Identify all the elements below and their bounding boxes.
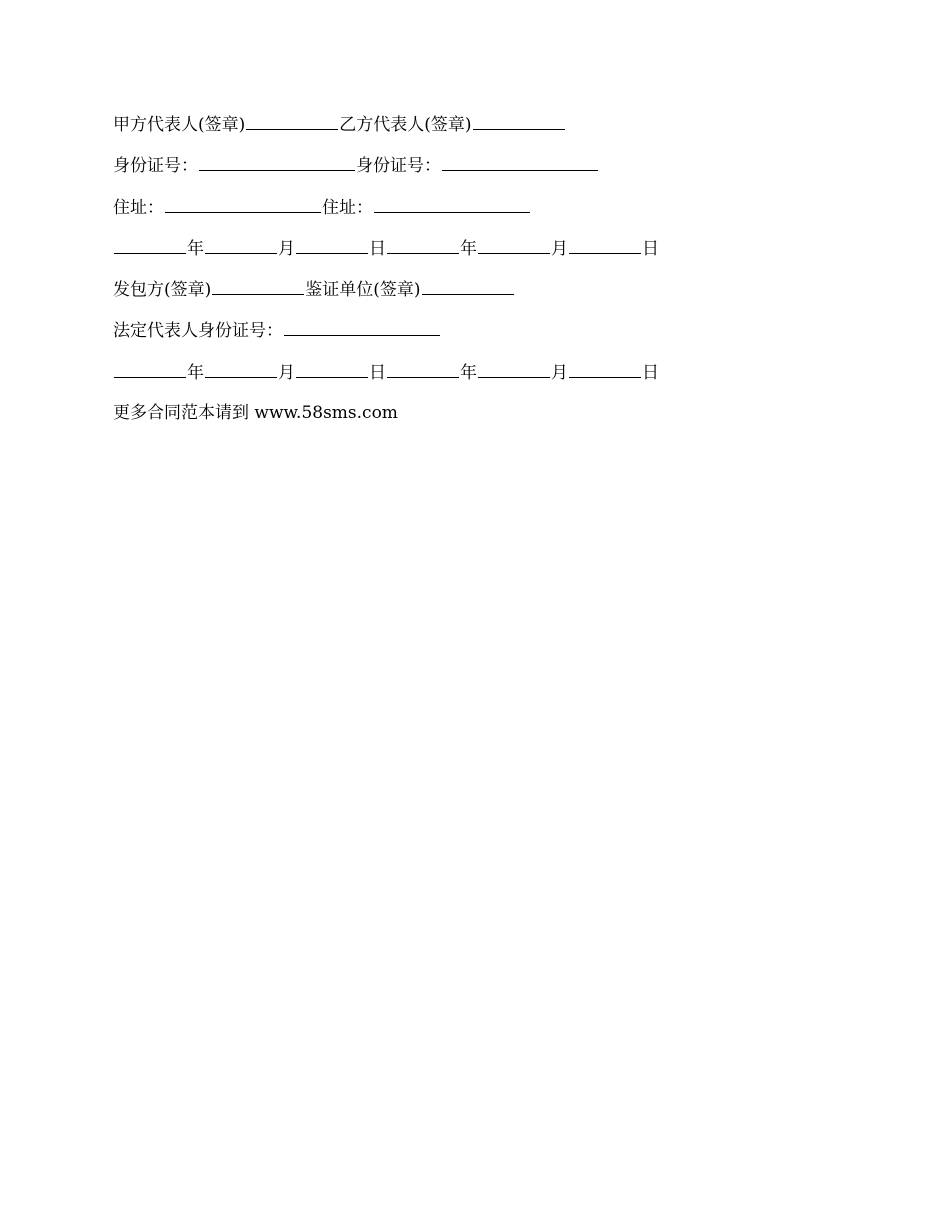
month-label: 月 — [551, 362, 568, 383]
month-blank — [478, 358, 550, 378]
party-b-signature-blank — [473, 110, 565, 130]
party-b-rep-label: 乙方代表人(签章) — [339, 115, 472, 135]
day-blank — [569, 234, 641, 254]
month-label: 月 — [278, 238, 295, 259]
id-number-line — [113, 151, 893, 192]
party-b-id-blank — [442, 151, 598, 171]
legal-rep-id-blank — [284, 316, 440, 336]
year-blank — [114, 234, 186, 254]
month-blank — [205, 358, 277, 378]
footer-line — [113, 399, 893, 440]
legal-rep-id-label: 法定代表人身份证号： — [113, 321, 283, 342]
year-label: 年 — [187, 362, 204, 383]
contractor-label: 发包方(签章) — [113, 280, 212, 301]
month-label: 月 — [551, 238, 568, 259]
document-page — [113, 110, 893, 440]
footer-text: 更多合同范本请到 www.58sms.com — [113, 403, 398, 424]
party-b-address-label: 住址： — [322, 197, 373, 218]
year-label: 年 — [460, 362, 477, 383]
party-a-address-label: 住址： — [113, 197, 164, 218]
day-blank — [569, 358, 641, 378]
year-blank — [114, 358, 186, 378]
party-a-signature-blank — [246, 110, 338, 130]
day-label: 日 — [642, 362, 659, 383]
party-a-rep-label: 甲方代表人(签章) — [113, 115, 246, 135]
day-blank — [296, 234, 368, 254]
day-blank — [296, 358, 368, 378]
verifier-signature-blank — [422, 275, 514, 295]
month-blank — [478, 234, 550, 254]
contractor-signature-blank — [212, 275, 304, 295]
verifier-label: 鉴证单位(签章) — [305, 280, 421, 301]
date-line-2 — [113, 358, 893, 399]
year-label: 年 — [187, 238, 204, 259]
contractor-verifier-line — [113, 275, 893, 316]
month-blank — [205, 234, 277, 254]
address-line — [113, 193, 893, 234]
day-label: 日 — [369, 238, 386, 259]
party-b-address-blank — [374, 193, 530, 213]
legal-rep-id-line — [113, 316, 893, 357]
party-b-id-label: 身份证号： — [356, 156, 441, 177]
year-blank — [387, 358, 459, 378]
year-label: 年 — [460, 238, 477, 259]
party-a-id-blank — [199, 151, 355, 171]
day-label: 日 — [642, 238, 659, 259]
year-blank — [387, 234, 459, 254]
party-representatives-line — [113, 110, 893, 151]
party-a-address-blank — [165, 193, 321, 213]
date-line-1 — [113, 234, 893, 275]
month-label: 月 — [278, 362, 295, 383]
party-a-id-label: 身份证号： — [113, 156, 198, 177]
day-label: 日 — [369, 362, 386, 383]
